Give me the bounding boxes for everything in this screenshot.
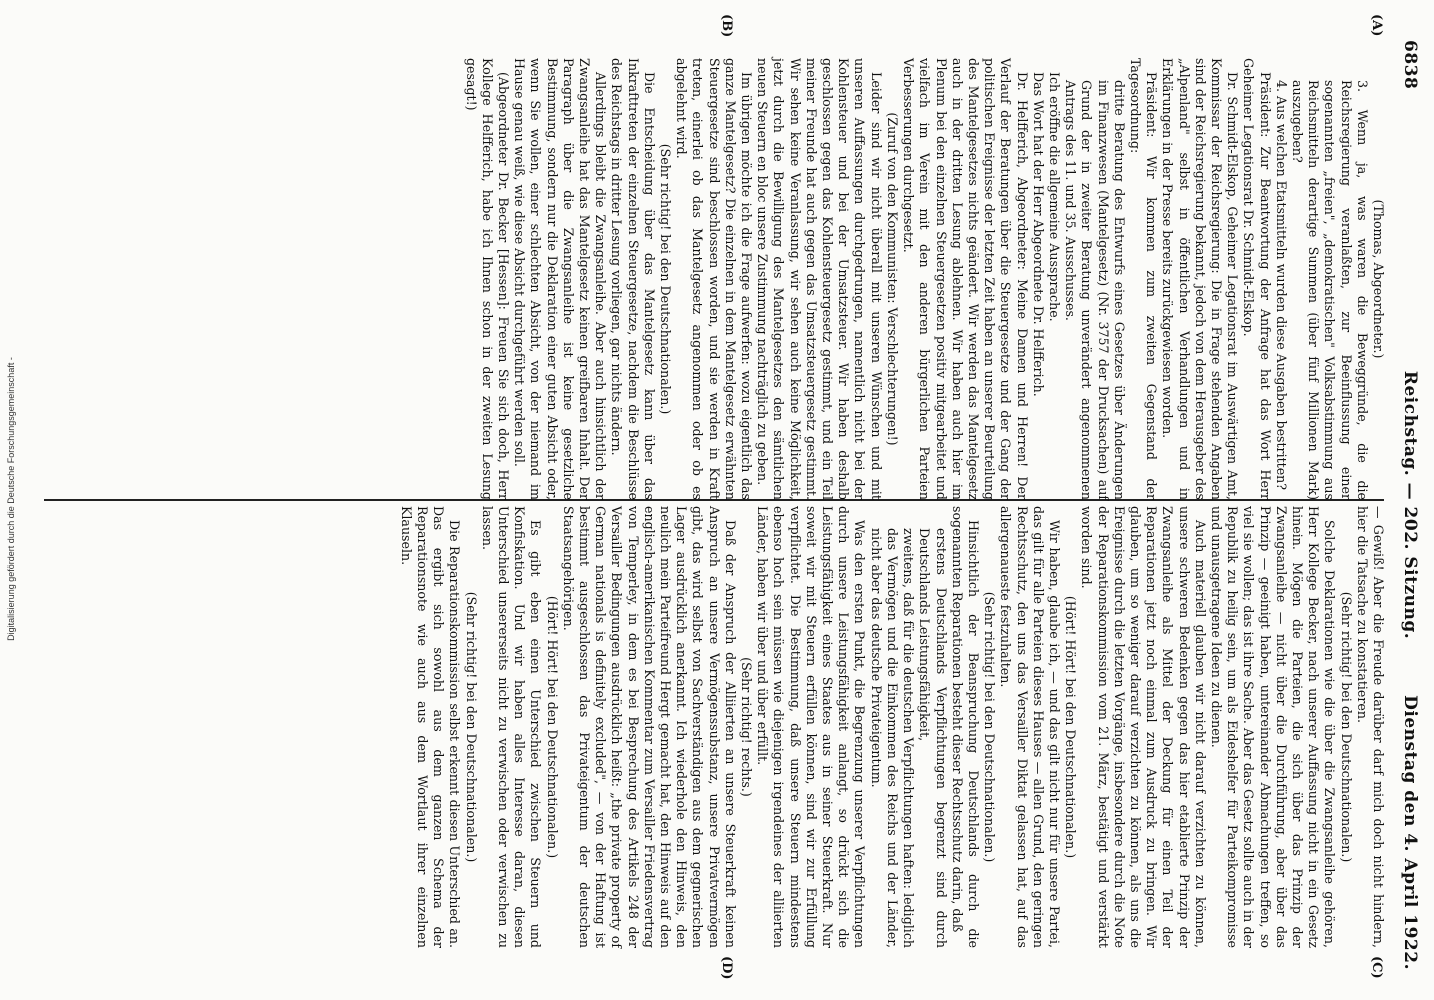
paragraph: Das Wort hat der Herr Abgeordnete Dr. Helfferich. — [1030, 72, 1046, 397]
paragraph: 4. Aus welchen Etatsmitteln wurden diese Ausgaben bestritten? — [1273, 80, 1289, 491]
paragraph: Was den ersten Punkt, die Begrenzung unserer Verpflichtungen durch unsere Leistungsfähigkeit anlangt, so drückt sich die Leistungsfähigkeit eines Staates aus in seiner Steuerkraft. Nur soweit wir mit Steuern erfüllen können, sind wir zur Erfüllung verpflichtet. Die Bestimmung, daß unsere Steuern mindestens ebenso hoch sein müssen wie diejenigen irgendeines der alliierten Länder, haben wir über und über erfüllt. — [755, 506, 868, 948]
paragraph: (Sehr richtig! bei den Deutschnationalen.) — [982, 591, 998, 863]
page-number: 6838 — [1400, 40, 1420, 90]
paragraph: Im übrigen möchte ich die Frage aufwerfen: wozu eigentlich das ganze Mantelgesetz? Die einzelnen in dem Mantelgesetz erwähnten Steuergesetze sind beschlossen worden, und sie werden in Kraft treten, einerlei ob das Mantelgesetz angenommen oder ob es abgelehnt wird. — [674, 58, 755, 500]
page-header — [1392, 40, 1420, 970]
paragraph: Wir haben, glaube ich, — und das gilt nicht nur für unsere Partei, das gilt für alle Parteien dieses Hauses — allen Grund, den geringen Rechtsschutz, den uns das Versailler Diktat gelassen hat, auf das allergenaueste festzuhalten. — [998, 506, 1062, 948]
column-left — [462, 58, 1386, 500]
paragraph: Dr. Helfferich, Abgeordneter: Meine Damen und Herren! Der Verlauf der Beratungen über die Steuergesetze und der Gang der politischen Ereignisse der letzten Zeit haben an unserer Beurteilung des Mantelgesetzes nichts geändert. Wir werden das Mantelgesetz auch in der dritten Lesung ablehnen. Wir haben auch hier im Plenum bei den einzelnen Steuergesetzen positiv mitgearbeitet und vielfach im Verein mit den anderen bürgerlichen Parteien Verbesserungen durchgesetzt. — [901, 58, 1030, 500]
paragraph: (Sehr richtig! rechts.) — [739, 657, 755, 797]
paragraph: Die Reparationskommission selbst erkennt diesen Unterschied an. Das ergibt sich sowohl aus dem ganzen Schema der Reparationsnote wie auch aus dem Wortlaut ihrer einzelnen Klauseln. — [398, 506, 463, 948]
paragraph: (Abgeordneter Dr. Becker [Hessen]: Freuen Sie sich doch, Herr Kollege Helfferich, habe ich Ihnen schon in der zweiten Lesung gesagt!) — [463, 58, 512, 500]
paragraph: 3. Wenn ja, was waren die Beweggründe, die die Reichsregierung veranlaßten, zur Beeinflussung einer sogenannten „freien", „demokratischen" Volksabstimmung aus Reichsmitteln derartige Summen (über fünf Millionen Mark) auszugeben? — [1289, 80, 1370, 500]
paragraph: (Hört! Hört! bei den Deutschnationalen.) — [1063, 595, 1079, 859]
digitization-credit-text: Digitalisierung gefördert durch die Deutsche Forschungsgemeinschaft - — [6, 357, 16, 641]
paragraph: Dr. Schmidt-Elskop, Geheimer Legationsrat im Auswärtigen Amt, Kommissar der Reichsregierung: Die in Frage stehenden Angaben sind der Reichsregierung bekannt, jedoch von dem Herausgeber des „Alpenland" selbst in öffentlichen Verhandlungen und in Erklärungen in der Presse bereits zurückgewiesen worden. — [1160, 58, 1241, 500]
paragraph: erstens Deutschlands Verpflichtungen begrenzt sind durch Deutschlands Leistungsfähigkeit, — [917, 528, 949, 948]
margin-marker-a: (A) — [1369, 14, 1384, 37]
digitization-credit — [4, 0, 16, 1000]
paragraph: Ich eröffne die allgemeine Aussprache. — [1046, 72, 1062, 322]
paragraph: Präsident: Wir kommen zum zweiten Gegenstand der Tagesordnung: — [1127, 58, 1160, 500]
page-title: Reichstag. — 202. Sitzung. — [1400, 370, 1420, 640]
paragraph: dritte Beratung des Entwurfs eines Gesetzes über Änderungen im Finanzwesen (Mantelgesetz) (Nr. 3757 der Drucksachen) auf Grund der in zweiter Beratung unverändert angenommenen Antrags des 11. und 35. Ausschusses. — [1063, 80, 1127, 500]
margin-marker-b: (B) — [719, 14, 734, 38]
paragraph: Leider sind wir nicht überall mit unseren Wünschen und mit unseren Auffassungen durchgedrungen, namentlich nicht bei der Kohlensteuer und bei der Umsatzsteuer. Wir haben deshalb geschlossen gegen das Kohlensteuergesetz gestimmt, und ein Teil meiner Freunde hat auch gegen das Umsatzsteuergesetz gestimmt. Wir sehen keine Veranlassung, wir sehen auch keine Möglichkeit, jetzt durch die Bewilligung des Mantelgesetzes den sämtlichen neuen Steuern en bloc unsere Zustimmung nachträglich zu geben. — [755, 58, 884, 500]
paragraph: (Sehr richtig! bei den Deutschnationalen.) — [463, 591, 479, 863]
paragraph: — Gewiß! Aber die Freude darüber darf mich doch nicht hindern, hier die Tatsache zu konstatieren. — [1354, 506, 1386, 948]
paragraph: Hinsichtlich der Beanspruchung Deutschlands durch die sogenannten Reparationen besteht dieser Rechtsschutz darin, daß — [949, 506, 981, 948]
margin-marker-c: (C) — [1369, 956, 1384, 979]
paragraph: (Sehr richtig! bei den Deutschnationalen.) — [658, 143, 674, 415]
paragraph: Präsident: Zur Beantwortung der Anfrage hat das Wort Herr Geheimer Legationsrat Dr. Schmidt-Elskop. — [1241, 58, 1273, 500]
margin-marker-d: (D) — [719, 956, 734, 980]
paragraph: zweitens, daß für die deutschen Verpflichtungen haften: lediglich das Vermögen und die Einkommen des Reichs und der Länder, nicht aber das deutsche Privateigentum. — [868, 528, 917, 948]
page-date: Dienstag den 4. April 1922. — [1400, 695, 1420, 970]
paragraph: Allerdings bleibt die Zwangsanleihe. Aber auch hinsichtlich der Zwangsanleihe hat das Mantelgesetz keinen greifbaren Inhalt. Der Paragraph über die Zwangsanleihe ist keine gesetzliche Bestimmung, sondern nur die Deklaration einer guten Absicht oder, wenn Sie wollen, einer schlechten Absicht, von der niemand im Hause genau weiß, wie diese Absicht durchgeführt werden soll. — [512, 58, 609, 500]
paragraph: Es gibt eben einen Unterschied zwischen Steuern und Konfiskation. Und wir haben alles Interesse daran, diesen Unterschied unsererseits nicht zu verwischen oder verwischen zu lassen. — [479, 506, 544, 948]
paragraph: (Hört! Hört! bei den Deutschnationalen.) — [544, 595, 560, 859]
paragraph: (Sehr richtig! bei den Deutschnationalen.) — [1338, 591, 1354, 863]
paragraph: Solche Deklarationen wie die über die Zwangsanleihe gehören, Herr Kollege Becker, nach unserer Auffassung nicht in ein Gesetz hinein. Mögen die Parteien, die sich über das Prinzip der Zwangsanleihe — nicht über die Durchführung, aber über das Prinzip — geeinigt haben, untereinander Abmachungen treffen, so viel sie wollen; das ist ihre Sache. Aber das Gesetz sollte auch in der Republik zu heilig sein, um als Eideshelfer für Parteikompromisse und unausgetragene Ideen zu dienen. — [1208, 506, 1338, 948]
paragraph: Daß der Anspruch der Alliierten an unsere Steuerkraft keinen Anspruch an unsere Vermögenssubstanz, unsere Privatvermögen gibt, das wird selbst von Sachverständigen aus dem gegnerischen Lager ausdrücklich anerkannt. Ich wiederhole den Hinweis, den neulich mein Parteifreund Hergt gemacht hat, den Hinweis auf den englisch-amerikanischen Kommentar zum Versailler Friedensvertrag von Temperley, in dem es bei Besprechung des Artikels 248 der Versailler Bedingungen ausdrücklich heißt: „the private property of German nationals is definitely excluded", — von der Haftung ist bestimmt ausgeschlossen das Privateigentum der deutschen Staatsangehörigen. — [560, 506, 738, 948]
paragraph: Die Entscheidung über das Mantelgesetz kann über das Inkrafttreten der einzelnen Steuergesetze, nachdem die Beschlüsse des Reichstags in dritter Lesung vorliegen, gar nichts ändern. — [609, 58, 657, 500]
paragraph: (Zuruf von den Kommunisten: Verschlechterungen!) — [884, 112, 900, 446]
paragraph: Auch materiell glauben wir nicht darauf verzichten zu können, unsere schweren Bedenken gegen das hier etablierte Prinzip der Zwangsanleihe als Mittel der Deckung für einen Teil der Reparationen jetzt noch einmal zum Ausdruck zu bringen. Wir glauben, um so weniger darauf verzichten zu können, als uns die Ereignisse durch die letzten Vorgänge, insbesondere durch die Note der Reparationskommission vom 21. März, bestätigt und verstärkt worden sind. — [1079, 506, 1208, 948]
column-right — [398, 506, 1386, 948]
paragraph: (Thomas, Abgeordneter.) — [1371, 199, 1386, 359]
